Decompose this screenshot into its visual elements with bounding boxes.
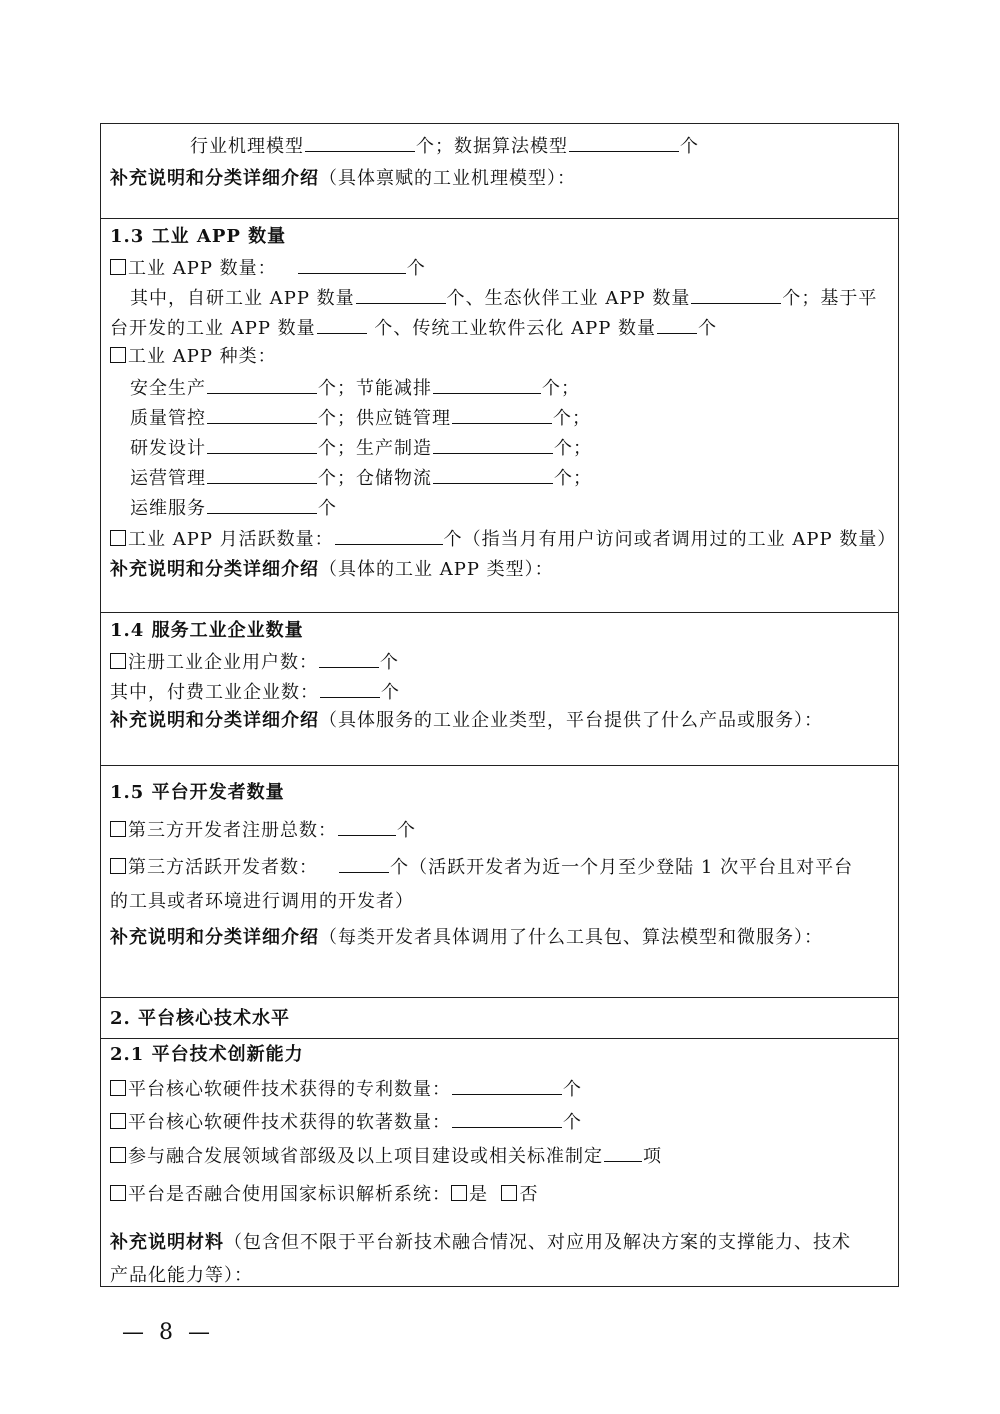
cloud-app-field[interactable]: [657, 316, 697, 334]
type-label: 供应链管理: [356, 408, 451, 429]
copyright-row: [110, 1110, 582, 1134]
patent-row: [110, 1077, 582, 1101]
algorithm-count-field[interactable]: [569, 134, 679, 152]
supplement-row: [110, 168, 576, 190]
app-types-checkbox[interactable]: [110, 347, 126, 363]
unit-text: 个: [380, 652, 399, 673]
unit-text: 项: [643, 1146, 662, 1167]
app-type-row: [110, 496, 337, 520]
registered-field[interactable]: [319, 650, 379, 668]
app-count-checkbox[interactable]: [110, 259, 126, 275]
row-divider: [100, 765, 899, 766]
unit-text: 个: [563, 1079, 582, 1100]
breakdown-text: 个；基于平: [782, 288, 878, 309]
type-label: 节能减排: [356, 378, 432, 399]
app-active-label: 工业 APP 月活跃数量：: [128, 529, 334, 550]
supplement-label: 补充说明材料: [110, 1232, 224, 1253]
supplement-label: 补充说明和分类详细介绍: [110, 559, 319, 580]
type-label: 研发设计: [130, 438, 206, 459]
patent-field[interactable]: [452, 1077, 562, 1095]
supplement-row: [110, 559, 554, 581]
section-title-2: 2. 平台核心技术水平: [110, 1008, 291, 1029]
supplement-note-line2: 产品化能力等）：: [110, 1265, 253, 1286]
breakdown-text: 个、生态伙伴工业 APP 数量: [446, 288, 691, 309]
app-types-row: [110, 346, 277, 368]
registered-row: [110, 650, 399, 674]
active-dev-row: [110, 855, 853, 879]
mechanism-unit: 个；数据算法模型: [416, 136, 568, 157]
app-active-row: [110, 527, 896, 551]
row-divider: [100, 1038, 899, 1039]
type-count-field[interactable]: [207, 466, 317, 484]
breakdown-text: 个、传统工业软件云化 APP 数量: [367, 318, 657, 339]
app-active-checkbox[interactable]: [110, 530, 126, 546]
supplement-note: （每类开发者具体调用了什么工具包、算法模型和微服务）：: [319, 927, 823, 948]
app-type-row: [110, 406, 591, 430]
identifier-checkbox[interactable]: [110, 1185, 126, 1201]
no-label: 否: [519, 1184, 539, 1205]
project-row: [110, 1144, 662, 1168]
registered-label: 注册工业企业用户数：: [128, 652, 318, 673]
supplement-note: （具体的工业 APP 类型）：: [319, 559, 554, 580]
type-count-field[interactable]: [452, 406, 552, 424]
type-count-field[interactable]: [433, 376, 541, 394]
page-number: — 8 —: [122, 1320, 214, 1345]
self-dev-app-field[interactable]: [356, 286, 446, 304]
app-breakdown-row-2: [110, 316, 717, 340]
type-count-field[interactable]: [207, 436, 317, 454]
unit-text: 个；: [554, 438, 592, 459]
type-count-field[interactable]: [207, 376, 317, 394]
third-party-checkbox[interactable]: [110, 821, 126, 837]
app-type-row: [110, 466, 592, 490]
unit-text: 个；: [318, 468, 356, 489]
no-checkbox[interactable]: [501, 1185, 517, 1201]
active-dev-checkbox[interactable]: [110, 858, 126, 874]
copyright-label: 平台核心软硬件技术获得的软著数量：: [128, 1112, 451, 1133]
type-count-field[interactable]: [207, 496, 317, 514]
app-active-note: 个（指当月有用户访问或者调用过的工业 APP 数量）: [443, 529, 897, 550]
third-party-label: 第三方开发者注册总数：: [128, 820, 337, 841]
copyright-field[interactable]: [452, 1110, 562, 1128]
unit-text: 个；: [318, 378, 356, 399]
app-type-row: [110, 376, 580, 400]
row-divider: [100, 218, 899, 219]
unit-text: 个；: [318, 408, 356, 429]
section-title-1-5: 1.5 平台开发者数量: [110, 782, 285, 803]
type-label: 生产制造: [356, 438, 432, 459]
unit-text: 个: [381, 682, 400, 703]
mechanism-count-field[interactable]: [305, 134, 415, 152]
app-count-label: 工业 APP 数量：: [128, 258, 277, 279]
unit-text: 个: [397, 820, 416, 841]
mechanism-label: 行业机理模型: [190, 136, 304, 157]
app-active-field[interactable]: [335, 527, 443, 545]
patent-checkbox[interactable]: [110, 1080, 126, 1096]
copyright-checkbox[interactable]: [110, 1113, 126, 1129]
algorithm-unit: 个: [680, 136, 699, 157]
yes-label: 是: [469, 1184, 488, 1205]
unit-text: 个；: [553, 408, 591, 429]
supplement-note: （具体服务的工业企业类型，平台提供了什么产品或服务）：: [319, 710, 823, 731]
unit-text: 个: [406, 258, 426, 279]
type-label: 运营管理: [130, 468, 206, 489]
unit-text: 个: [318, 498, 337, 519]
breakdown-text: 其中，自研工业 APP 数量: [130, 288, 355, 309]
unit-text: 个；: [554, 468, 592, 489]
supplement-label: 补充说明和分类详细介绍: [110, 710, 319, 731]
supplement-note: （包含但不限于平台新技术融合情况、对应用及解决方案的支撑能力、技术: [224, 1232, 851, 1253]
mechanism-model-row: [190, 134, 699, 158]
partner-app-field[interactable]: [691, 286, 781, 304]
supplement-row: [110, 710, 823, 732]
supplement-row: [110, 927, 823, 949]
type-count-field[interactable]: [207, 406, 317, 424]
third-party-row: [110, 818, 416, 842]
app-count-row: [110, 256, 426, 280]
type-label: 安全生产: [130, 378, 206, 399]
app-type-row: [110, 436, 592, 460]
active-dev-note: 个（活跃开发者为近一个月至少登陆 1 次平台且对平台: [390, 857, 854, 878]
type-label: 运维服务: [130, 498, 206, 519]
breakdown-text: 台开发的工业 APP 数量: [110, 318, 316, 339]
unit-text: 个: [563, 1112, 582, 1133]
yes-checkbox[interactable]: [451, 1185, 467, 1201]
active-dev-field[interactable]: [339, 855, 389, 873]
supplement-row: [110, 1232, 851, 1254]
third-party-field[interactable]: [338, 818, 396, 836]
supplement-label: 补充说明和分类详细介绍: [110, 927, 319, 948]
paid-label: 其中，付费工业企业数：: [110, 682, 319, 703]
project-checkbox[interactable]: [110, 1147, 126, 1163]
patent-label: 平台核心软硬件技术获得的专利数量：: [128, 1079, 451, 1100]
supplement-note: （具体禀赋的工业机理模型）：: [319, 168, 576, 189]
supplement-label: 补充说明和分类详细介绍: [110, 168, 319, 189]
active-dev-note-line2: 的工具或者环境进行调用的开发者）: [110, 891, 414, 912]
active-dev-label: 第三方活跃开发者数：: [128, 857, 318, 878]
section-title-1-3: 1.3 工业 APP 数量: [110, 226, 287, 247]
type-label: 仓储物流: [356, 468, 432, 489]
paid-field[interactable]: [320, 680, 380, 698]
breakdown-text: 个: [698, 318, 718, 339]
section-title-1-4: 1.4 服务工业企业数量: [110, 620, 304, 641]
unit-text: 个；: [318, 438, 356, 459]
app-breakdown-row-1: [110, 286, 877, 310]
project-label: 参与融合发展领域省部级及以上项目建设或相关标准制定: [128, 1146, 603, 1167]
identifier-row: [110, 1184, 538, 1206]
section-title-2-1: 2.1 平台技术创新能力: [110, 1044, 304, 1065]
app-count-field[interactable]: [298, 256, 406, 274]
row-divider: [100, 997, 899, 998]
app-types-label: 工业 APP 种类：: [128, 346, 277, 367]
platform-app-field[interactable]: [317, 316, 367, 334]
type-count-field[interactable]: [433, 466, 553, 484]
unit-text: 个；: [542, 378, 580, 399]
type-label: 质量管控: [130, 408, 206, 429]
type-count-field[interactable]: [433, 436, 553, 454]
identifier-label: 平台是否融合使用国家标识解析系统：: [128, 1184, 451, 1205]
registered-checkbox[interactable]: [110, 653, 126, 669]
paid-row: [110, 680, 400, 704]
project-field[interactable]: [604, 1144, 642, 1162]
row-divider: [100, 612, 899, 613]
